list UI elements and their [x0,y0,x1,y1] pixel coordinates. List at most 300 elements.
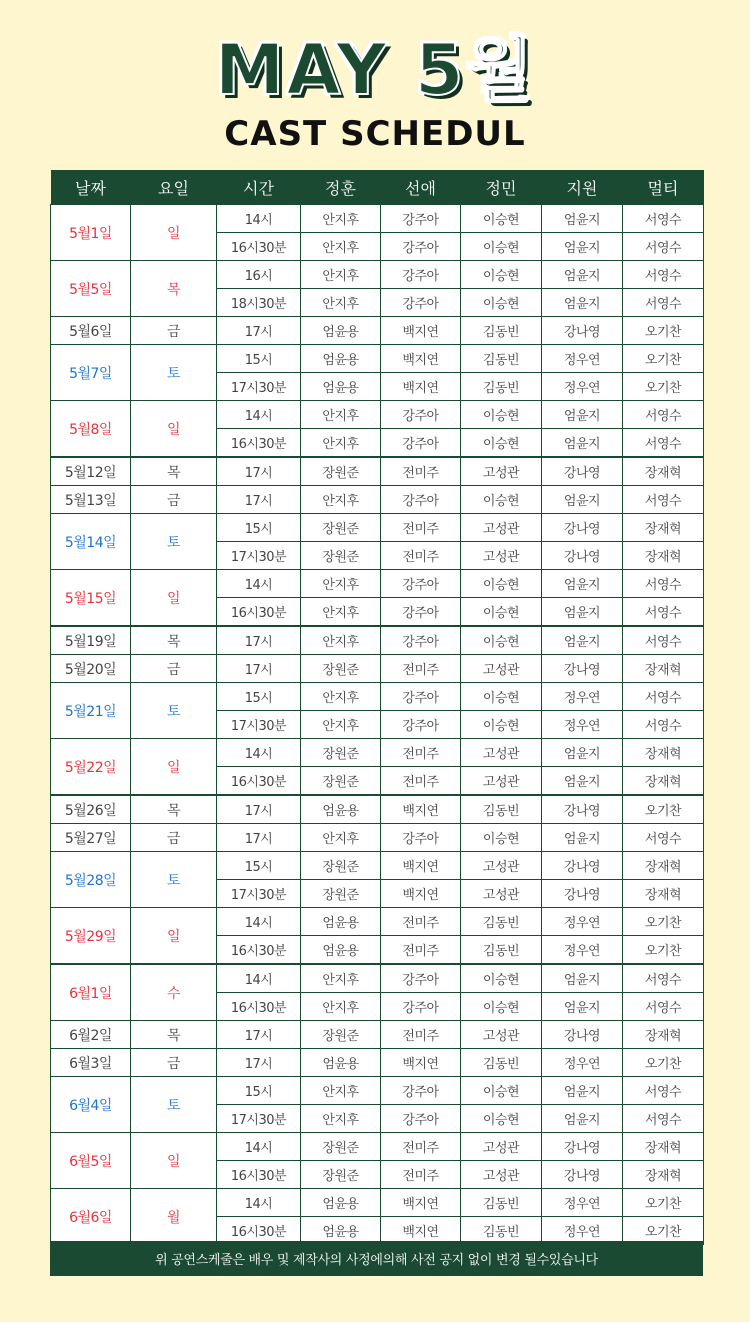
date-cell: 6월3일 [51,1049,131,1077]
weekday-cell: 토 [131,852,217,908]
table-row [51,401,704,429]
cast-multi: 서영수 [623,964,704,993]
cast-jiwon: 엄윤지 [542,739,623,767]
cast-multi: 서영수 [623,1105,704,1133]
cast-jiwon: 정우연 [542,711,623,739]
cast-seonae: 백지연 [381,1189,461,1217]
table-row [51,514,704,542]
cast-jeongmin: 고성관 [461,767,542,796]
cast-jiwon: 정우연 [542,1189,623,1217]
table-row [51,1077,704,1105]
cast-seonae: 강주아 [381,993,461,1021]
cast-jeonghun: 엄윤용 [301,345,381,373]
header-seonae: 선애 [381,170,461,205]
cast-jiwon: 엄윤지 [542,289,623,317]
cast-jeongmin: 김동빈 [461,795,542,824]
table-row [51,739,704,767]
cast-multi: 서영수 [623,824,704,852]
cast-jeongmin: 이승현 [461,598,542,627]
cast-jiwon: 정우연 [542,936,623,965]
cast-seonae: 강주아 [381,261,461,289]
cast-jiwon: 엄윤지 [542,429,623,458]
cast-seonae: 백지연 [381,1217,461,1245]
weekday-cell: 목 [131,626,217,655]
cast-jeonghun: 안지후 [301,1077,381,1105]
date-cell: 5월8일 [51,401,131,458]
table-row [51,1189,704,1217]
weekday-cell: 일 [131,401,217,458]
cast-multi: 오기찬 [623,345,704,373]
weekday-cell: 일 [131,739,217,796]
cast-jiwon: 강나영 [542,1133,623,1161]
weekday-cell: 수 [131,964,217,1021]
date-cell: 5월22일 [51,739,131,796]
cast-seonae: 백지연 [381,852,461,880]
cast-seonae: 강주아 [381,626,461,655]
cast-jiwon: 정우연 [542,1217,623,1245]
cast-jeonghun: 장원준 [301,457,381,486]
weekday-cell: 일 [131,205,217,261]
page-header [0,30,750,156]
cast-jeonghun: 장원준 [301,739,381,767]
cast-multi: 장재혁 [623,1021,704,1049]
cast-jiwon: 강나영 [542,514,623,542]
date-cell: 5월5일 [51,261,131,317]
table-row [51,655,704,683]
cast-jeonghun: 엄윤용 [301,936,381,965]
cast-seonae: 강주아 [381,486,461,514]
cast-jeongmin: 고성관 [461,1133,542,1161]
cast-jiwon: 엄윤지 [542,401,623,429]
weekday-cell: 금 [131,655,217,683]
cast-jiwon: 강나영 [542,317,623,345]
cast-jiwon: 엄윤지 [542,767,623,796]
cast-seonae: 강주아 [381,570,461,598]
time-cell: 15시 [217,345,301,373]
table-row [51,1021,704,1049]
cast-seonae: 전미주 [381,1133,461,1161]
table-row [51,824,704,852]
date-cell: 5월1일 [51,205,131,261]
cast-jiwon: 정우연 [542,373,623,401]
weekday-cell: 목 [131,1021,217,1049]
cast-multi: 오기찬 [623,908,704,936]
cast-multi: 오기찬 [623,936,704,965]
cast-multi: 서영수 [623,683,704,711]
footer-notice: 위 공연스케줄은 배우 및 제작사의 사정에의해 사전 공지 없이 변경 될수있습니다 [50,1241,703,1276]
table-row [51,852,704,880]
weekday-cell: 토 [131,683,217,739]
cast-jiwon: 엄윤지 [542,964,623,993]
header-jiwon: 지원 [542,170,623,205]
cast-jeonghun: 안지후 [301,429,381,458]
header-jeonghun: 정훈 [301,170,381,205]
cast-jeongmin: 이승현 [461,401,542,429]
cast-seonae: 강주아 [381,205,461,233]
cast-multi: 장재혁 [623,739,704,767]
date-cell: 5월20일 [51,655,131,683]
header-jeongmin: 정민 [461,170,542,205]
date-cell: 5월6일 [51,317,131,345]
cast-multi: 서영수 [623,233,704,261]
cast-jeonghun: 장원준 [301,655,381,683]
date-cell: 5월21일 [51,683,131,739]
cast-jeongmin: 이승현 [461,993,542,1021]
cast-seonae: 전미주 [381,655,461,683]
weekday-cell: 금 [131,1049,217,1077]
cast-jeongmin: 이승현 [461,205,542,233]
cast-jiwon: 엄윤지 [542,486,623,514]
cast-jeonghun: 안지후 [301,570,381,598]
cast-jiwon: 엄윤지 [542,261,623,289]
cast-jeonghun: 안지후 [301,289,381,317]
time-cell: 16시30분 [217,936,301,965]
table-row [51,795,704,824]
cast-jeonghun: 안지후 [301,711,381,739]
time-cell: 14시 [217,964,301,993]
weekday-cell: 목 [131,261,217,317]
cast-jeongmin: 고성관 [461,514,542,542]
cast-multi: 장재혁 [623,880,704,908]
time-cell: 16시30분 [217,767,301,796]
cast-jeongmin: 고성관 [461,1021,542,1049]
cast-jeongmin: 이승현 [461,1077,542,1105]
cast-jiwon: 강나영 [542,880,623,908]
cast-jeongmin: 김동빈 [461,373,542,401]
time-cell: 17시30분 [217,1105,301,1133]
table-row [51,964,704,993]
cast-jeongmin: 김동빈 [461,1049,542,1077]
table-row [51,570,704,598]
time-cell: 17시 [217,1049,301,1077]
cast-jiwon: 정우연 [542,345,623,373]
cast-schedule-table [50,170,704,1245]
cast-multi: 장재혁 [623,514,704,542]
cast-jeonghun: 장원준 [301,1021,381,1049]
date-cell: 5월14일 [51,514,131,570]
time-cell: 17시 [217,655,301,683]
cast-jeonghun: 안지후 [301,964,381,993]
header-date: 날짜 [51,170,131,205]
cast-multi: 오기찬 [623,1049,704,1077]
header-multi: 멀티 [623,170,704,205]
page-subtitle: CAST SCHEDUL [224,114,526,154]
cast-multi: 오기찬 [623,795,704,824]
cast-jiwon: 정우연 [542,683,623,711]
weekday-cell: 금 [131,486,217,514]
cast-jeongmin: 김동빈 [461,908,542,936]
cast-jeongmin: 고성관 [461,542,542,570]
cast-jeonghun: 장원준 [301,542,381,570]
cast-jiwon: 강나영 [542,852,623,880]
time-cell: 14시 [217,570,301,598]
cast-seonae: 전미주 [381,1021,461,1049]
time-cell: 16시30분 [217,233,301,261]
weekday-cell: 일 [131,570,217,627]
time-cell: 17시 [217,486,301,514]
cast-jiwon: 엄윤지 [542,1077,623,1105]
time-cell: 15시 [217,1077,301,1105]
cast-multi: 서영수 [623,570,704,598]
date-cell: 6월5일 [51,1133,131,1189]
cast-jeonghun: 안지후 [301,598,381,627]
cast-jeongmin: 이승현 [461,486,542,514]
cast-jiwon: 엄윤지 [542,1105,623,1133]
time-cell: 17시 [217,317,301,345]
cast-multi: 오기찬 [623,1189,704,1217]
cast-seonae: 백지연 [381,795,461,824]
time-cell: 16시30분 [217,1217,301,1245]
time-cell: 17시 [217,1021,301,1049]
time-cell: 17시 [217,824,301,852]
table-row [51,345,704,373]
cast-jiwon: 엄윤지 [542,233,623,261]
weekday-cell: 토 [131,514,217,570]
cast-jeonghun: 엄윤용 [301,1189,381,1217]
date-cell: 5월15일 [51,570,131,627]
cast-multi: 오기찬 [623,1217,704,1245]
table-row [51,683,704,711]
cast-jeonghun: 장원준 [301,880,381,908]
cast-jeongmin: 김동빈 [461,1217,542,1245]
cast-jeonghun: 장원준 [301,852,381,880]
cast-jeongmin: 고성관 [461,739,542,767]
cast-jeonghun: 장원준 [301,1133,381,1161]
cast-multi: 서영수 [623,626,704,655]
cast-jeongmin: 고성관 [461,457,542,486]
cast-seonae: 강주아 [381,289,461,317]
cast-jeonghun: 엄윤용 [301,908,381,936]
cast-seonae: 전미주 [381,457,461,486]
cast-multi: 오기찬 [623,373,704,401]
cast-jiwon: 강나영 [542,1021,623,1049]
time-cell: 14시 [217,1133,301,1161]
table-row [51,1049,704,1077]
time-cell: 14시 [217,908,301,936]
cast-jeonghun: 장원준 [301,514,381,542]
cast-jiwon: 강나영 [542,542,623,570]
cast-jeongmin: 김동빈 [461,936,542,965]
cast-seonae: 전미주 [381,1161,461,1189]
date-cell: 5월27일 [51,824,131,852]
cast-jeonghun: 안지후 [301,205,381,233]
cast-jeongmin: 김동빈 [461,317,542,345]
cast-jiwon: 정우연 [542,1049,623,1077]
cast-jeonghun: 엄윤용 [301,795,381,824]
date-cell: 6월6일 [51,1189,131,1245]
cast-jeonghun: 안지후 [301,683,381,711]
date-cell: 5월7일 [51,345,131,401]
weekday-cell: 토 [131,345,217,401]
cast-seonae: 백지연 [381,1049,461,1077]
cast-jeonghun: 안지후 [301,401,381,429]
cast-jeonghun: 엄윤용 [301,1049,381,1077]
date-cell: 5월13일 [51,486,131,514]
cast-seonae: 강주아 [381,1105,461,1133]
cast-jeonghun: 안지후 [301,486,381,514]
cast-seonae: 강주아 [381,429,461,458]
cast-seonae: 전미주 [381,767,461,796]
cast-jiwon: 강나영 [542,795,623,824]
cast-seonae: 전미주 [381,542,461,570]
cast-seonae: 백지연 [381,880,461,908]
header-time: 시간 [217,170,301,205]
cast-jiwon: 엄윤지 [542,626,623,655]
table-row [51,261,704,289]
table-row [51,205,704,233]
cast-jeonghun: 안지후 [301,233,381,261]
time-cell: 17시30분 [217,542,301,570]
time-cell: 17시 [217,457,301,486]
cast-jeongmin: 김동빈 [461,345,542,373]
cast-jiwon: 강나영 [542,457,623,486]
cast-jiwon: 엄윤지 [542,824,623,852]
cast-jeonghun: 엄윤용 [301,373,381,401]
time-cell: 16시30분 [217,598,301,627]
time-cell: 14시 [217,739,301,767]
time-cell: 17시 [217,626,301,655]
date-cell: 5월29일 [51,908,131,965]
header-day: 요일 [131,170,217,205]
table-row [51,908,704,936]
cast-jeongmin: 고성관 [461,880,542,908]
cast-seonae: 전미주 [381,908,461,936]
time-cell: 16시30분 [217,1161,301,1189]
time-cell: 17시 [217,795,301,824]
weekday-cell: 일 [131,908,217,965]
weekday-cell: 목 [131,795,217,824]
cast-jeongmin: 이승현 [461,964,542,993]
cast-jiwon: 엄윤지 [542,598,623,627]
date-cell: 6월4일 [51,1077,131,1133]
time-cell: 15시 [217,683,301,711]
cast-multi: 장재혁 [623,1161,704,1189]
weekday-cell: 일 [131,1133,217,1189]
cast-multi: 서영수 [623,289,704,317]
cast-jeongmin: 이승현 [461,429,542,458]
date-cell: 5월26일 [51,795,131,824]
weekday-cell: 목 [131,457,217,486]
cast-multi: 서영수 [623,1077,704,1105]
cast-seonae: 강주아 [381,711,461,739]
time-cell: 15시 [217,514,301,542]
cast-multi: 오기찬 [623,317,704,345]
cast-seonae: 강주아 [381,964,461,993]
cast-multi: 서영수 [623,598,704,627]
cast-multi: 장재혁 [623,1133,704,1161]
cast-jeonghun: 안지후 [301,993,381,1021]
weekday-cell: 금 [131,824,217,852]
cast-multi: 서영수 [623,401,704,429]
cast-multi: 서영수 [623,429,704,458]
cast-jiwon: 엄윤지 [542,205,623,233]
date-cell: 6월2일 [51,1021,131,1049]
cast-seonae: 백지연 [381,373,461,401]
cast-jeonghun: 장원준 [301,1161,381,1189]
cast-jeonghun: 안지후 [301,261,381,289]
cast-seonae: 강주아 [381,824,461,852]
cast-multi: 장재혁 [623,457,704,486]
table-row [51,486,704,514]
cast-multi: 장재혁 [623,852,704,880]
cast-jeonghun: 엄윤용 [301,317,381,345]
cast-multi: 서영수 [623,711,704,739]
cast-jiwon: 강나영 [542,1161,623,1189]
cast-multi: 장재혁 [623,767,704,796]
table-row [51,626,704,655]
date-cell: 5월12일 [51,457,131,486]
table-header-row [51,170,704,205]
time-cell: 16시 [217,261,301,289]
cast-jeongmin: 이승현 [461,824,542,852]
time-cell: 18시30분 [217,289,301,317]
cast-jeonghun: 장원준 [301,767,381,796]
cast-multi: 서영수 [623,261,704,289]
cast-multi: 서영수 [623,486,704,514]
time-cell: 17시30분 [217,373,301,401]
time-cell: 17시30분 [217,880,301,908]
cast-multi: 서영수 [623,993,704,1021]
time-cell: 15시 [217,852,301,880]
time-cell: 14시 [217,401,301,429]
cast-multi: 장재혁 [623,542,704,570]
table-row [51,457,704,486]
time-cell: 16시30분 [217,429,301,458]
cast-jeongmin: 김동빈 [461,1189,542,1217]
cast-jiwon: 강나영 [542,655,623,683]
weekday-cell: 월 [131,1189,217,1245]
table-row [51,317,704,345]
cast-jeongmin: 이승현 [461,261,542,289]
schedule-body [51,205,704,1245]
cast-jeongmin: 이승현 [461,233,542,261]
time-cell: 14시 [217,1189,301,1217]
cast-jeonghun: 안지후 [301,824,381,852]
weekday-cell: 토 [131,1077,217,1133]
time-cell: 16시30분 [217,993,301,1021]
date-cell: 6월1일 [51,964,131,1021]
table-row [51,1133,704,1161]
cast-jeonghun: 엄윤용 [301,1217,381,1245]
cast-seonae: 전미주 [381,739,461,767]
cast-jiwon: 엄윤지 [542,570,623,598]
cast-jeongmin: 고성관 [461,852,542,880]
cast-seonae: 강주아 [381,1077,461,1105]
cast-jeonghun: 안지후 [301,626,381,655]
time-cell: 17시30분 [217,711,301,739]
cast-seonae: 백지연 [381,317,461,345]
cast-jeongmin: 이승현 [461,626,542,655]
cast-seonae: 강주아 [381,233,461,261]
time-cell: 14시 [217,205,301,233]
cast-jiwon: 정우연 [542,908,623,936]
cast-jeongmin: 이승현 [461,1105,542,1133]
cast-jeongmin: 고성관 [461,1161,542,1189]
page-title: MAY 5월 [214,29,536,111]
cast-multi: 장재혁 [623,655,704,683]
cast-jeonghun: 안지후 [301,1105,381,1133]
date-cell: 5월19일 [51,626,131,655]
cast-seonae: 강주아 [381,401,461,429]
cast-seonae: 백지연 [381,345,461,373]
cast-jeongmin: 고성관 [461,655,542,683]
cast-jeongmin: 이승현 [461,683,542,711]
cast-seonae: 전미주 [381,936,461,965]
cast-multi: 서영수 [623,205,704,233]
date-cell: 5월28일 [51,852,131,908]
weekday-cell: 금 [131,317,217,345]
cast-jiwon: 엄윤지 [542,993,623,1021]
